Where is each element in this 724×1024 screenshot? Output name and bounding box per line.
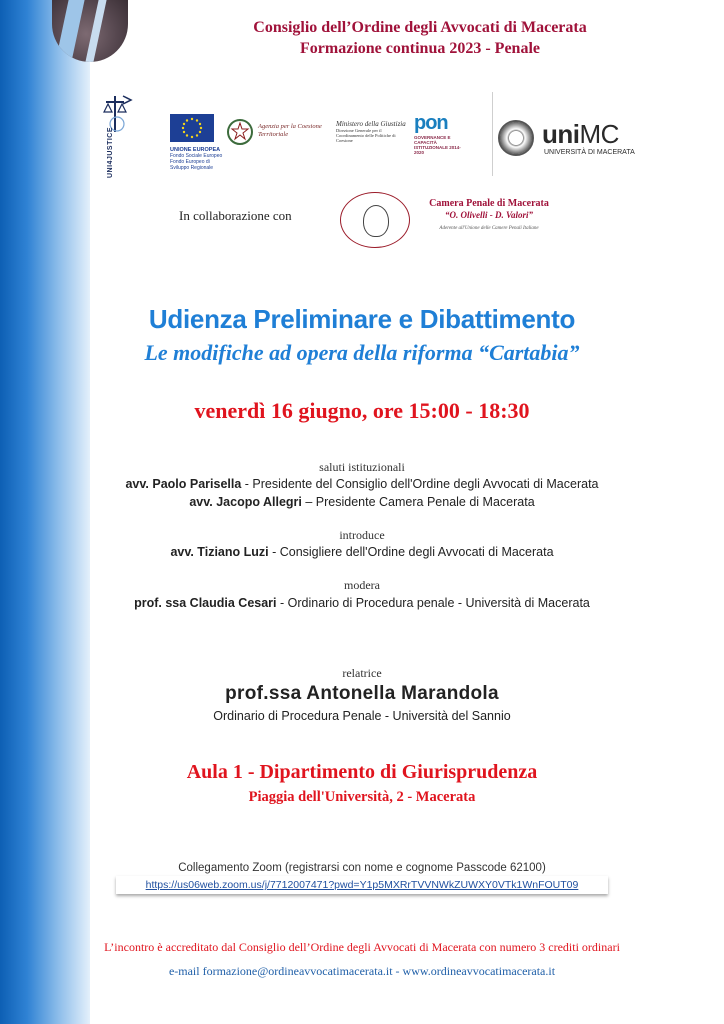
event-title: Udienza Preliminare e Dibattimento	[148, 304, 576, 334]
zoom-link[interactable]: https://us06web.zoom.us/j/7712007471?pwd=Y1p5MXRrTVVNWkZUWXY0VTk1WnFOUT09	[145, 879, 579, 891]
camera-penale-names: “O. Olivelli - D. Valori”	[445, 210, 533, 220]
logo-divider	[492, 92, 493, 176]
intro-label: introduce	[339, 528, 385, 542]
camera-penale-adherent: Aderente all'Unione delle Camere Penali Italiane	[439, 226, 539, 231]
keynote-speaker-role: Ordinario di Procedura Penale - Università del Sannio	[213, 709, 511, 723]
moderator-label: modera	[344, 578, 380, 592]
venue-address: Piaggia dell'Università, 2 - Macerata	[248, 789, 476, 805]
italian-republic-emblem	[226, 117, 254, 147]
uni4justice-logo	[103, 92, 133, 178]
agency-logo-text: Agenzia per la Coesione Territoriale	[258, 123, 322, 138]
eu-label: UNIONE EUROPEA Fondo Sociale Europeo Fondo Europeo di Sviluppo Regionale	[170, 147, 223, 171]
event-date: venerdì 16 giugno, ore 15:00 - 18:30	[194, 398, 530, 423]
unimc-subtitle: UNIVERSITÀ DI MACERATA	[544, 149, 635, 156]
zoom-instructions: Collegamento Zoom (registrarsi con nome e cognome Passcode 62100)	[178, 862, 546, 874]
greeting-speaker-1: avv. Paolo Parisella - Presidente del Consiglio dell'Ordine degli Avvocati di Macerata	[125, 477, 599, 491]
speaker-label: relatrice	[342, 666, 382, 680]
unimc-seal-icon	[498, 120, 534, 156]
camera-penale-title: Camera Penale di Macerata	[429, 198, 549, 209]
intro-speaker: avv. Tiziano Luzi - Consigliere dell'Ordine degli Avvocati di Macerata	[170, 545, 554, 559]
header-title-line2: Formazione continua 2023 - Penale	[300, 40, 540, 57]
collaboration-label: In collaborazione con	[179, 208, 292, 223]
header-emblem-image	[52, 0, 128, 62]
greeting-speaker-2: avv. Jacopo Allegri – Presidente Camera Penale di Macerata	[189, 495, 535, 509]
uni4justice-label: UNI4JUSTICE	[107, 126, 114, 178]
ministry-logo-text: Ministero della Giustizia Direzione Generale per il Coordinamento delle Politiche di Coesione	[336, 120, 406, 143]
accreditation-note: L’incontro è accreditato dal Consiglio dell’Ordine degli Avvocati di Macerata con numero 3 crediti ordinari	[104, 940, 620, 954]
contact-info[interactable]: e-mail formazione@ordineavvocatimacerata.it - www.ordineavvocatimacerata.it	[168, 964, 556, 978]
pon-logo: pon GOVERNANCE E CAPACITÀ ISTITUZIONALE 2014-2020	[414, 112, 461, 155]
greetings-label: saluti istituzionali	[319, 460, 405, 474]
venue-title: Aula 1 - Dipartimento di Giurisprudenza	[186, 761, 538, 783]
keynote-speaker-name: prof.ssa Antonella Marandola	[225, 683, 499, 704]
unimc-wordmark: uniMC	[542, 119, 619, 149]
camera-penale-seal-icon	[340, 192, 410, 248]
header-title-line1: Consiglio dell’Ordine degli Avvocati di Macerata	[253, 19, 587, 36]
moderator-speaker: prof. ssa Claudia Cesari - Ordinario di Procedura penale - Università di Macerata	[134, 596, 590, 610]
eu-flag-logo	[170, 114, 214, 142]
event-subtitle: Le modifiche ad opera della riforma “Cartabia”	[144, 340, 580, 365]
